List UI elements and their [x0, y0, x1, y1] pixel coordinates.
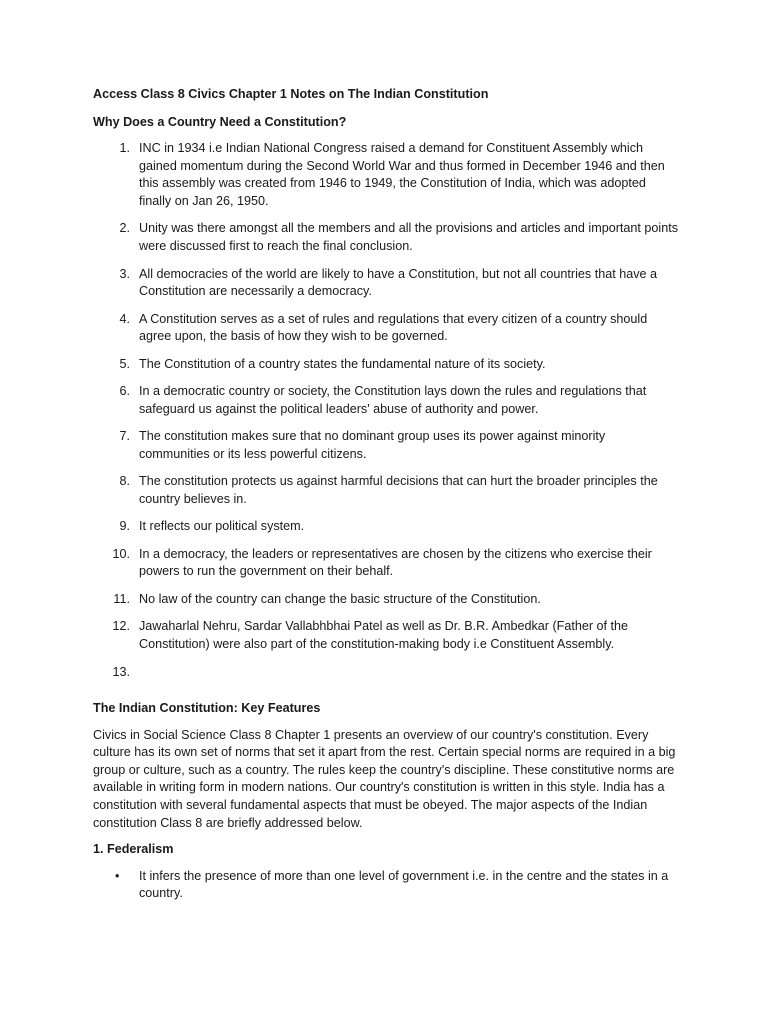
list-text: A Constitution serves as a set of rules and regulations that every citizen of a country should agree upon, the basis of how they wish to be governed. — [139, 311, 648, 344]
list-item — [93, 618, 678, 653]
list-number: 12. — [112, 619, 130, 634]
section-heading-why-constitution: Why Does a Country Need a Constitution? — [93, 114, 347, 129]
spacer — [93, 691, 678, 700]
list-item — [93, 356, 678, 374]
list-item — [93, 591, 678, 609]
document-content — [93, 86, 678, 903]
list-text: Unity was there amongst all the members and all the provisions and articles and important points were discussed first to reach the final conclusion. — [139, 221, 679, 254]
list-item — [93, 428, 678, 463]
list-item — [93, 518, 678, 536]
list-item — [93, 473, 678, 508]
list-item — [93, 311, 678, 346]
federalism-bullet-list — [93, 868, 678, 903]
list-text: No law of the country can change the basic structure of the Constitution. — [139, 591, 541, 606]
list-text: The constitution makes sure that no dominant group uses its power against minority communities or its less powerful citizens. — [139, 429, 606, 461]
list-number: 9. — [119, 519, 130, 534]
list-item — [93, 220, 678, 255]
list-item — [93, 383, 678, 418]
list-text: The constitution protects us against harmful decisions that can hurt the broader principles the country believes in. — [139, 474, 658, 506]
bullet-icon: • — [115, 868, 120, 883]
list-number: 8. — [119, 474, 130, 489]
list-number: 5. — [119, 356, 130, 371]
list-text: It reflects our political system. — [139, 519, 305, 534]
subheading-federalism: 1. Federalism — [93, 842, 174, 857]
document-title: Access Class 8 Civics Chapter 1 Notes on The Indian Constitution — [93, 87, 489, 101]
list-text: In a democracy, the leaders or representatives are chosen by the citizens who exercise their powers to run the government on their behalf. — [139, 546, 652, 579]
list-number: 1. — [119, 141, 130, 156]
list-item — [93, 664, 678, 682]
list-number: 4. — [119, 311, 130, 326]
bullet-text: It infers the presence of more than one level of government i.e. in the centre and the states in a country. — [139, 868, 669, 901]
list-number: 2. — [119, 221, 130, 236]
list-text: Jawaharlal Nehru, Sardar Vallabhbhai Patel as well as Dr. B.R. Ambedkar (Father of the Constitution) were also part of the constitution-making body i.e Constituent Assembly. — [139, 619, 629, 652]
list-text: In a democratic country or society, the Constitution lays down the rules and regulations that safeguard us against the political leaders' abuse of authority and power. — [139, 384, 647, 416]
list-number: 11. — [113, 591, 130, 606]
list-item — [93, 266, 678, 301]
bullet-item — [93, 868, 678, 903]
list-number: 6. — [119, 384, 130, 399]
list-text: All democracies of the world are likely to have a Constitution, but not all countries that have a Constitution are necessarily a democracy. — [139, 266, 658, 299]
list-number: 7. — [119, 429, 130, 444]
section-paragraph: Civics in Social Science Class 8 Chapter 1 presents an overview of our country's constitution. Every culture has its own set of norms that set it apart from the rest. Certain special norms are required in a big group or culture, such as a country. The rules keep the country's discipline. These constitutive norms are available in writing form in modern nations. Our country's constitution is written in this style. India has a constitution with several fundamental aspects that must be obeyed. The major aspects of the Indian constitution Class 8 are briefly addressed below. — [93, 727, 676, 830]
section-heading-key-features: The Indian Constitution: Key Features — [93, 701, 321, 716]
list-item — [93, 140, 678, 210]
list-number: 13. — [112, 664, 130, 679]
list-number: 3. — [119, 266, 130, 281]
list-item — [93, 546, 678, 581]
list-text: The Constitution of a country states the fundamental nature of its society. — [139, 356, 546, 371]
numbered-list — [93, 140, 678, 681]
list-text: INC in 1934 i.e Indian National Congress raised a demand for Constituent Assembly which gained momentum during the Second World War and thus formed in December 1946 and then this assembly was created from 1946 to 1949, the Constitution of India, which was adopted finally on Jan 26, 1950. — [139, 141, 665, 208]
list-number: 10. — [112, 546, 130, 561]
